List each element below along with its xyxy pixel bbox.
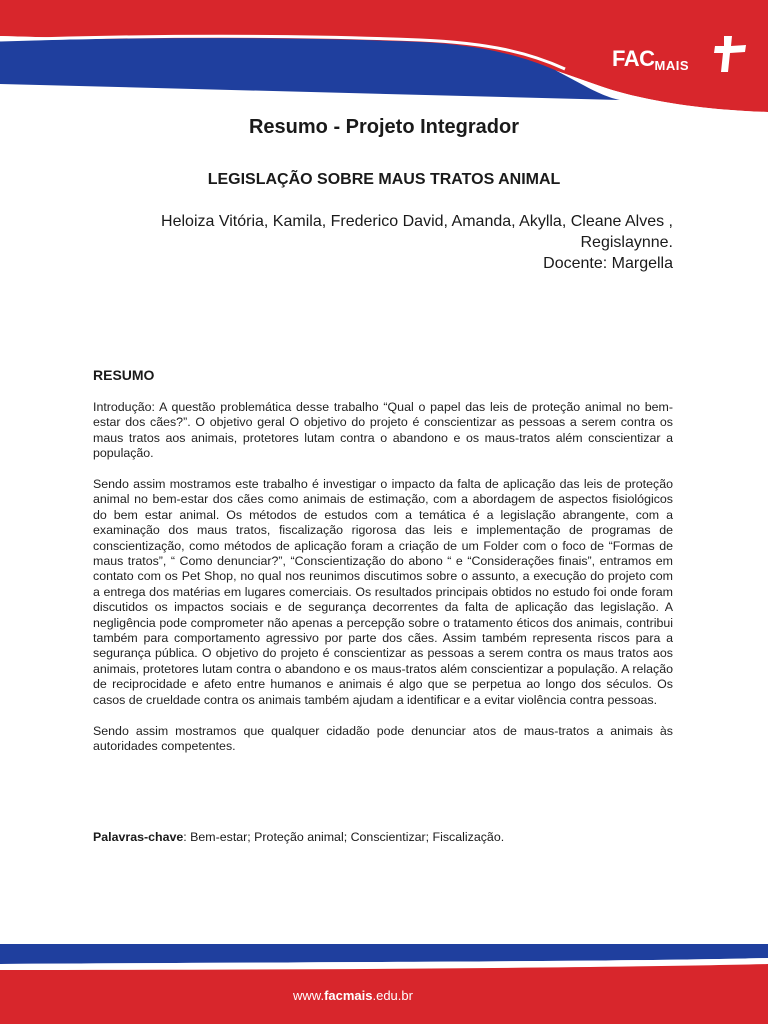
document-title: Resumo - Projeto Integrador — [248, 116, 520, 138]
footer-url-bold: facmais — [324, 988, 373, 1003]
docente-line: Docente: Margella — [543, 255, 673, 272]
authors-line-2: Regislaynne. — [580, 234, 673, 251]
keywords — [93, 829, 673, 845]
authors-block — [73, 211, 673, 274]
footer-website[interactable] — [293, 988, 413, 1003]
logo-fac: FAC — [612, 46, 655, 71]
logo-text — [612, 46, 689, 73]
keywords-label: Palavras-chave — [93, 830, 184, 844]
document-subtitle: LEGISLAÇÃO SOBRE MAUS TRATOS ANIMAL — [207, 171, 561, 188]
plus-icon — [710, 34, 750, 74]
paragraph-conclusion: Sendo assim mostramos que qualquer cidadão pode denunciar atos de maus-tratos a animais às autoridades competentes. — [93, 723, 673, 753]
logo-mais: MAIS — [654, 58, 689, 73]
section-heading-resumo: RESUMO — [93, 367, 155, 383]
resumo-content — [93, 400, 673, 770]
footer-url-prefix: www. — [293, 988, 325, 1003]
footer-band — [0, 940, 768, 1024]
paragraph-body: Sendo assim mostramos este trabalho é investigar o impacto da falta de aplicação das leis de proteção animal no bem-estar dos cães como animais de estimação, com a abordagem de aspectos fisiológicos do bem estar animal. Os métodos de estudos com a temática é a legislação abrangente, com a examinação dos maus tratos, fiscalização rigorosa das leis e implementação de programas de conscientização, como métodos de aplicação foram a criação de um Folder com o foco de “Formas de maus tratos”, “ Como denunciar?”, “Conscientização do abono “ e “Considerações finais”, entramos em contato com os Pet Shop, no qual nos reunimos discutimos sobre o assunto, a execução do projeto com a entrega dos matérias em lugares comerciais. Os resultados principais obtidos no estudo foi onde foram discutidos os impactos sociais e de segurança decorrentes da falta de aplicação das legislação. A negligência pode comprometer não apenas a percepção sobre o tratamento éticos dos animais, contribui também para comportamento agressivo por parte dos cães. Assim também representa riscos para a segurança pública. O objetivo do projeto é conscientizar as pessoas a serem contra os maus tratos aos animais, protetores lutam contra o abandono e os maus-tratos além conscientizar a população. A relação de reciprocidade e afeto entre humanos e animais é algo que se perpetua ao longo dos séculos. Os casos de crueldade contra os animais também ajudam a identificar e a evitar violência contra pessoas. — [93, 477, 673, 707]
authors-line-1: Heloiza Vitória, Kamila, Frederico David, Amanda, Akylla, Cleane Alves , — [161, 213, 673, 230]
keywords-text: : Bem-estar; Proteção animal; Conscientizar; Fiscalização. — [183, 830, 505, 844]
paragraph-intro: Introdução: A questão problemática desse trabalho “Qual o papel das leis de proteção animal no bem-estar dos cães?”. O objetivo geral O objetivo do projeto é conscientizar as pessoas a serem contra os maus tratos aos animais, protetores lutam contra o abandono e os maus-tratos além conscientizar a população. — [93, 400, 673, 461]
facmais-logo — [612, 38, 752, 88]
footer-url-suffix: .edu.br — [372, 988, 413, 1003]
